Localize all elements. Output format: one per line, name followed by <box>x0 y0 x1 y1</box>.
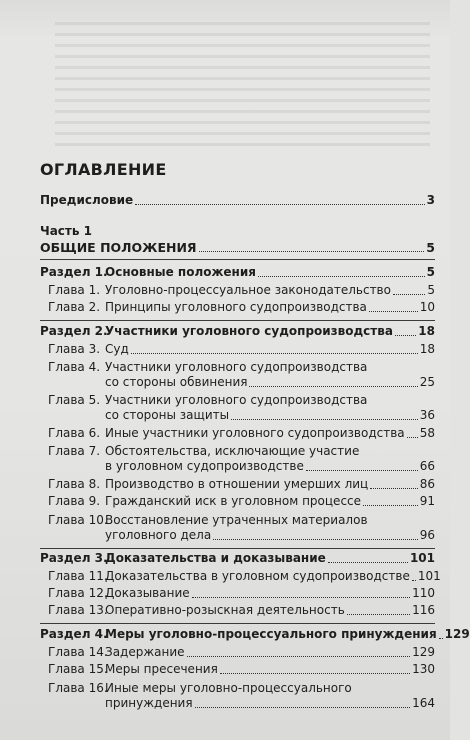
toc-entry-part <box>40 240 435 255</box>
toc-chapter <box>105 408 435 423</box>
toc-chapter <box>105 696 435 711</box>
entry-page: 25 <box>419 375 435 389</box>
section-label: Раздел 1. <box>40 265 108 279</box>
toc-section <box>40 551 435 566</box>
leader-dots <box>370 488 418 489</box>
entry-page: 116 <box>412 603 435 617</box>
separator-line <box>40 623 435 624</box>
leader-dots <box>407 437 418 438</box>
section-label: Раздел 2. <box>40 324 108 338</box>
entry-text: Производство в отношении умерших лиц <box>105 477 369 491</box>
show-through-text <box>55 22 430 152</box>
chapter-label: Глава 1. <box>48 283 101 297</box>
chapter-label: Глава 13. <box>48 603 108 617</box>
toc-chapter <box>48 569 441 584</box>
entry-page: 5 <box>426 240 435 255</box>
entry-text: Предисловие <box>40 193 134 207</box>
entry-text-line2: принуждения <box>105 696 193 710</box>
chapter-label: Глава 6. <box>48 426 101 440</box>
entry-text: Доказывание <box>105 586 190 600</box>
entry-page: 36 <box>419 408 435 422</box>
entry-page: 129 <box>444 627 470 641</box>
leader-dots <box>258 276 425 277</box>
entry-text: Меры пресечения <box>105 662 218 676</box>
toc-chapter <box>48 477 435 492</box>
leader-dots <box>412 580 416 581</box>
leader-dots <box>347 614 410 615</box>
chapter-label: Глава 15. <box>48 662 108 676</box>
chapter-label: Глава 2. <box>48 300 101 314</box>
entry-text-line1: Участники уголовного судопроизводства <box>105 393 368 407</box>
leader-dots <box>187 656 411 657</box>
toc-chapter <box>48 283 435 298</box>
entry-page: 130 <box>412 662 435 676</box>
entry-text: Задержание <box>105 645 185 659</box>
entry-text-line1: Участники уголовного судопроизводства <box>105 360 368 374</box>
toc-chapter <box>105 459 435 474</box>
entry-text: Суд <box>105 342 129 356</box>
entry-page: 5 <box>426 265 435 279</box>
entry-text: Меры уголовно-процессуального принуждения <box>105 627 437 641</box>
entry-page: 129 <box>412 645 435 659</box>
chapter-label: Глава 7. <box>48 444 101 458</box>
entry-text-line1: Обстоятельства, исключающие участие <box>105 444 360 458</box>
toc-chapter <box>48 662 435 677</box>
section-label: Раздел 3. <box>40 551 108 565</box>
chapter-label: Глава 11. <box>48 569 108 583</box>
leader-dots <box>213 539 418 540</box>
chapter-label: Глава 10. <box>48 513 108 527</box>
toc-section <box>40 627 470 642</box>
leader-dots <box>306 470 418 471</box>
section-label: Раздел 4. <box>40 627 108 641</box>
entry-text-line1: Восстановление утраченных материалов <box>105 513 368 527</box>
entry-page: 96 <box>419 528 435 542</box>
chapter-label: Глава 8. <box>48 477 101 491</box>
leader-dots <box>393 294 425 295</box>
toc-chapter <box>105 528 435 543</box>
entry-page: 110 <box>412 586 435 600</box>
entry-text: Доказательства и доказывание <box>105 551 326 565</box>
toc-chapter <box>48 603 435 618</box>
entry-text: Принципы уголовного судопроизводства <box>105 300 367 314</box>
leader-dots <box>363 505 418 506</box>
toc-chapter <box>48 300 435 315</box>
entry-text: Иные участники уголовного судопроизводства <box>105 426 405 440</box>
toc-chapter <box>48 586 435 601</box>
leader-dots <box>395 335 416 336</box>
entry-text-line2: со стороны обвинения <box>105 375 248 389</box>
entry-text: Основные положения <box>105 265 256 279</box>
entry-text-line1: Иные меры уголовно-процессуального <box>105 681 352 695</box>
entry-page: 10 <box>419 300 435 314</box>
entry-page: 18 <box>419 342 435 356</box>
leader-dots <box>131 353 418 354</box>
chapter-label: Глава 14. <box>48 645 108 659</box>
leader-dots <box>220 673 410 674</box>
entry-text-line2: уголовного дела <box>105 528 212 542</box>
entry-page: 58 <box>419 426 435 440</box>
part-label: Часть 1 <box>40 224 92 238</box>
separator-line <box>40 320 435 321</box>
entry-page: 66 <box>419 459 435 473</box>
chapter-label: Глава 16. <box>48 681 108 695</box>
entry-page: 91 <box>419 494 435 508</box>
leader-dots <box>192 597 410 598</box>
entry-page: 101 <box>409 551 435 565</box>
chapter-label: Глава 3. <box>48 342 101 356</box>
toc-chapter <box>48 342 435 357</box>
entry-text: Участники уголовного судопроизводства <box>105 324 393 338</box>
toc-section <box>40 324 435 339</box>
toc-section <box>40 265 435 280</box>
chapter-label: Глава 5. <box>48 393 101 407</box>
leader-dots <box>439 638 443 639</box>
chapter-label: Глава 4. <box>48 360 101 374</box>
leader-dots <box>135 204 424 205</box>
leader-dots <box>328 562 408 563</box>
entry-text: Доказательства в уголовном судопроизводстве <box>105 569 410 583</box>
entry-page: 3 <box>426 193 435 207</box>
entry-page: 164 <box>412 696 435 710</box>
separator-line <box>40 259 435 260</box>
entry-page: 86 <box>419 477 435 491</box>
chapter-label: Глава 12. <box>48 586 108 600</box>
toc-chapter <box>48 426 435 441</box>
toc-chapter <box>48 494 435 509</box>
entry-text: Уголовно-процессуальное законодательство <box>105 283 391 297</box>
entry-page: 18 <box>418 324 435 338</box>
entry-text: ОБЩИЕ ПОЛОЖЕНИЯ <box>40 240 197 255</box>
toc-entry-preface <box>40 193 435 208</box>
entry-text-line2: со стороны защиты <box>105 408 230 422</box>
entry-text: Оперативно-розыскная деятельность <box>105 603 345 617</box>
entry-text-line2: в уголовном судопроизводстве <box>105 459 304 473</box>
leader-dots <box>249 386 417 387</box>
entry-page: 101 <box>417 569 441 583</box>
entry-text: Гражданский иск в уголовном процессе <box>105 494 362 508</box>
leader-dots <box>199 251 425 252</box>
separator-line <box>40 548 435 549</box>
toc-title: ОГЛАВЛЕНИЕ <box>40 160 167 179</box>
toc-chapter <box>105 375 435 390</box>
toc-chapter <box>48 645 435 660</box>
chapter-label: Глава 9. <box>48 494 101 508</box>
leader-dots <box>195 707 411 708</box>
leader-dots <box>369 311 418 312</box>
leader-dots <box>231 419 418 420</box>
entry-page: 5 <box>427 283 435 297</box>
